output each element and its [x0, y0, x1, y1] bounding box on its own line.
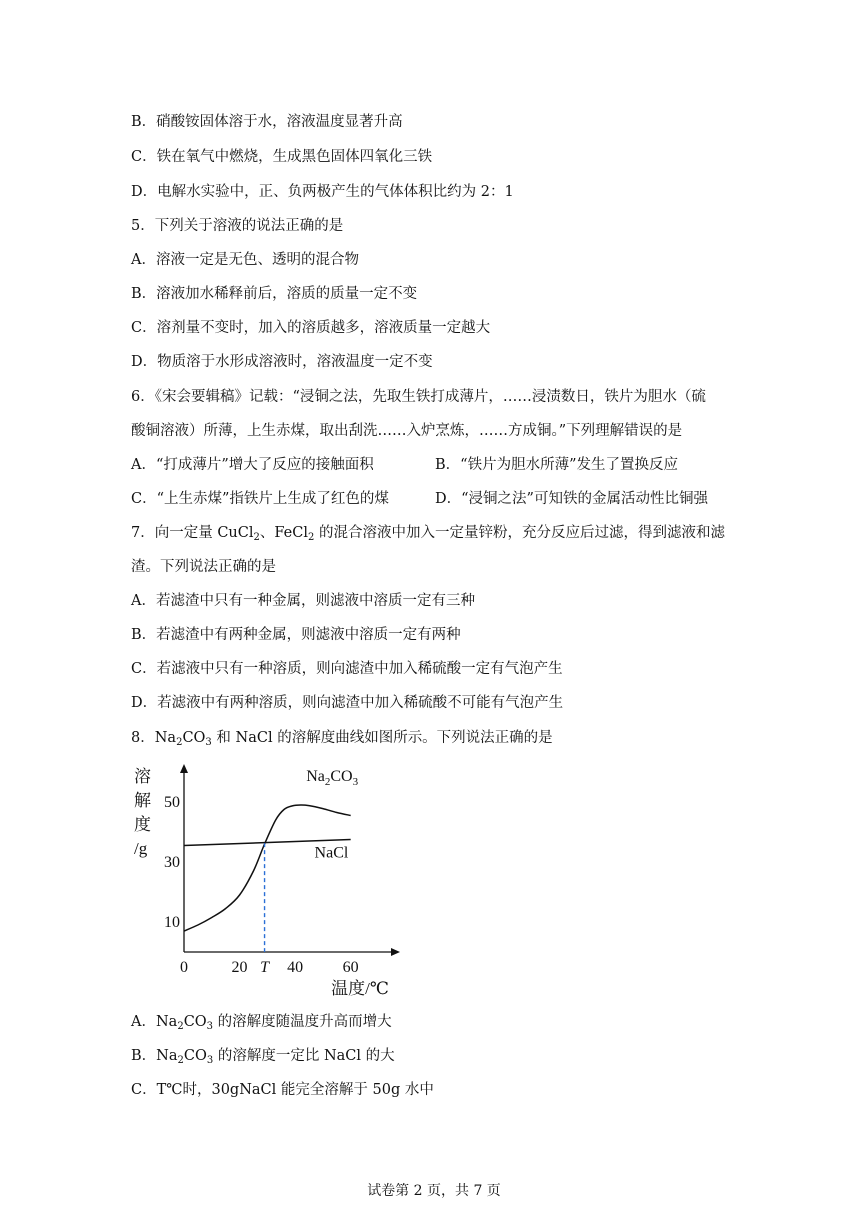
solubility-chart — [128, 758, 408, 998]
x-tick-label: 0 — [180, 959, 188, 976]
page-footer: 试卷第 2 页，共 7 页 — [367, 1183, 501, 1199]
curves — [184, 805, 351, 952]
q5-option-c: C．溶剂量不变时，加入的溶质越多，溶液质量一定越大 — [131, 320, 491, 336]
y-tick-label: 50 — [164, 794, 180, 811]
y-label-char: /g — [134, 839, 148, 858]
x-axis-label: 温度/℃ — [331, 979, 389, 998]
q4-option-d: D．电解水实验中，正、负两极产生的气体体积比约为 2：1 — [131, 184, 514, 200]
y-tick-label: 10 — [164, 914, 180, 931]
question-6-stem-line2: 酸铜溶液）所薄，上生赤煤，取出刮洗……入炉烹炼，……方成铜。”下列理解错误的是 — [131, 423, 683, 439]
q4-option-b: B．硝酸铵固体溶于水，溶液温度显著升高 — [131, 114, 403, 130]
x-tick-label: 40 — [287, 959, 304, 976]
question-6-stem-line1: 6．《宋会要辑稿》记载：“浸铜之法，先取生铁打成薄片，……浸渍数日，铁片为胆水（硫 — [131, 389, 706, 405]
q6-option-a: A．“打成薄片”增大了反应的接触面积 — [131, 457, 374, 473]
y-axis-label — [134, 767, 151, 858]
x-tick-label: 60 — [342, 959, 359, 976]
q7-option-b: B．若滤渣中有两种金属，则滤液中溶质一定有两种 — [131, 627, 461, 643]
chart-axes — [180, 764, 400, 956]
q5-option-d: D．物质溶于水形成溶液时，溶液温度一定不变 — [131, 354, 433, 370]
series-label-na2co3: $Na_2CO_3$ — [306, 768, 359, 788]
x-axis-arrow — [391, 948, 400, 956]
question-7-stem-line2: 渣。下列说法正确的是 — [131, 559, 276, 575]
question-5-stem: 5．下列关于溶液的说法正确的是 — [131, 218, 344, 234]
q8-option-c: C．T℃时，30gNaCl 能完全溶解于 50g 水中 — [131, 1082, 434, 1098]
x-tick-label: 20 — [231, 959, 248, 976]
q6-option-d: D．“浸铜之法”可知铁的金属活动性比铜强 — [435, 491, 708, 507]
y-axis-arrow — [180, 764, 188, 773]
q7-option-c: C．若滤液中只有一种溶质，则向滤渣中加入稀硫酸一定有气泡产生 — [131, 661, 563, 677]
y-tick-label: 30 — [164, 854, 180, 871]
q8-option-a: A．$Na_2CO_3$ 的溶解度随温度升高而增大 — [131, 1014, 392, 1032]
question-8-stem: 8．$Na_2CO_3$ 和 NaCl 的溶解度曲线如图所示。下列说法正确的是 — [131, 730, 553, 748]
x-tick-label: T — [260, 959, 270, 976]
y-label-char: 解 — [134, 791, 151, 810]
y-label-char: 度 — [134, 815, 151, 834]
q5-option-a: A．溶液一定是无色、透明的混合物 — [131, 252, 359, 268]
q6-option-c: C．“上生赤煤”指铁片上生成了红色的煤 — [131, 491, 389, 507]
y-label-char: 溶 — [134, 767, 151, 786]
series-line-na2co3 — [184, 805, 351, 931]
q4-option-c: C．铁在氧气中燃烧，生成黑色固体四氧化三铁 — [131, 149, 433, 165]
series-labels — [306, 768, 358, 862]
q8-option-b: B．$Na_2CO_3$ 的溶解度一定比 NaCl 的大 — [131, 1048, 395, 1066]
series-label-nacl: NaCl — [314, 844, 349, 862]
q7-option-a: A．若滤渣中只有一种金属，则滤液中溶质一定有三种 — [131, 593, 475, 609]
question-7-stem-line1: 7．向一定量 CuCl$_2$、FeCl$_2$ 的混合溶液中加入一定量锌粉，充分反应后过滤，得到滤液和滤 — [131, 525, 725, 543]
q7-option-d: D．若滤液中有两种溶质，则向滤渣中加入稀硫酸不可能有气泡产生 — [131, 695, 564, 711]
q6-option-b: B．“铁片为胆水所薄”发生了置换反应 — [435, 457, 678, 473]
q5-option-b: B．溶液加水稀释前后，溶质的质量一定不变 — [131, 286, 418, 302]
tick-labels — [164, 794, 389, 998]
